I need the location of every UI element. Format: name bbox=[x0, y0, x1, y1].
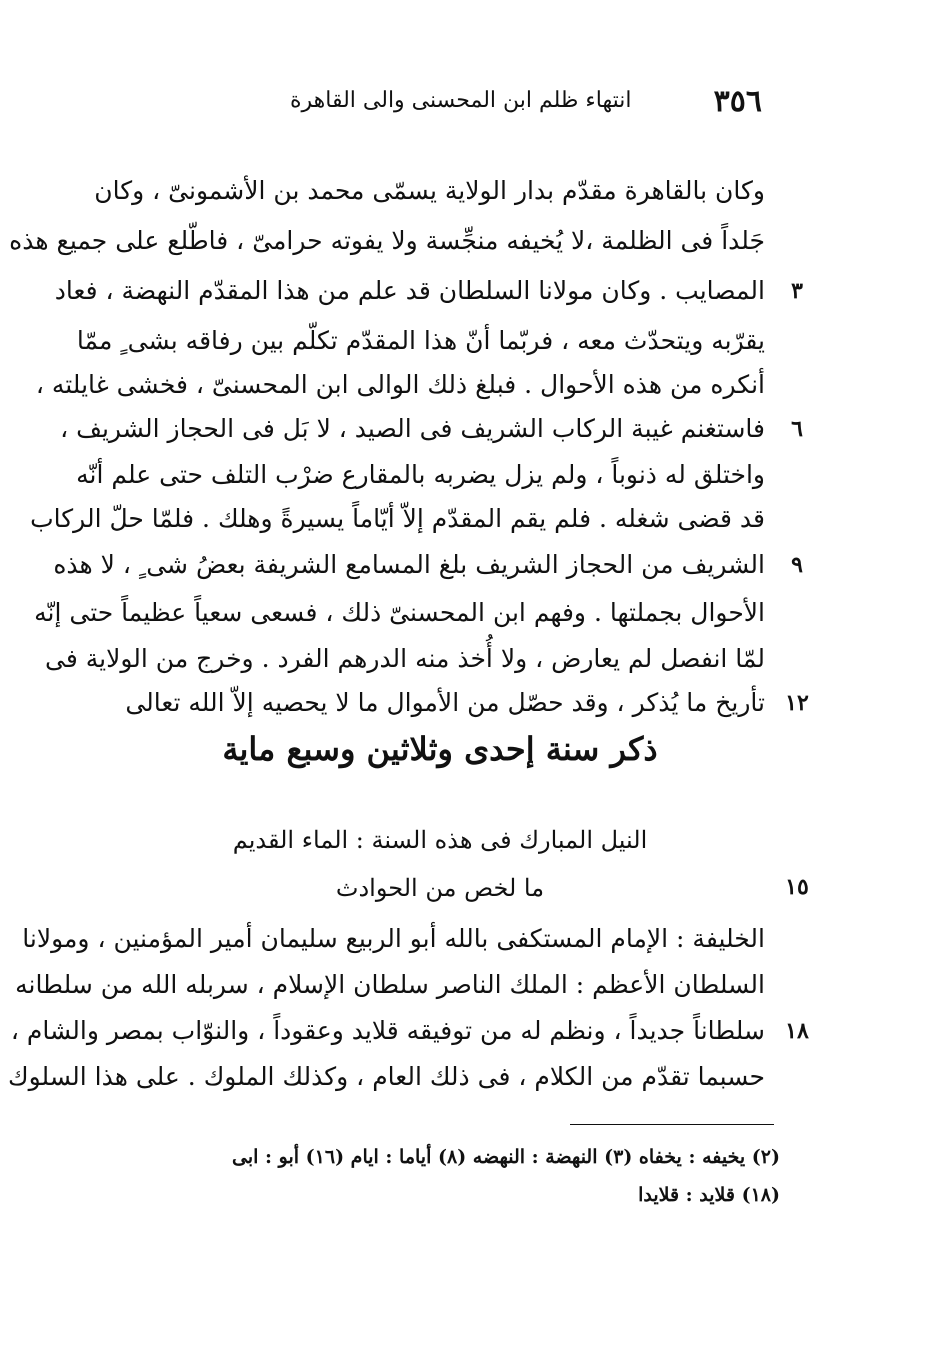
footnote-line: (٢) يخيفه : يخفاه (٣) النهضة : النهضه (٨) أياما : ايام (١٦) أبو : ابى bbox=[232, 1146, 780, 1168]
text-line: الخليفة : الإمام المستكفى بالله أبو الربيع سليمان أمير المؤمنين ، ومولانا bbox=[22, 924, 765, 953]
footnote-rule bbox=[570, 1124, 774, 1125]
text-line: الشريف من الحجاز الشريف بلغ المسامع الشريفة بعضُ شى ٍ ، لا هذه bbox=[53, 550, 765, 579]
text-line: قد قضى شغله . فلم يقم المقدّم إلاّ أيّاماً يسيرةً وهلك . فلمّا حلّ الركاب bbox=[30, 504, 765, 533]
text-line: السلطان الأعظم : الملك الناصر سلطان الإسلام ، سربله الله من سلطانه bbox=[15, 970, 765, 999]
line-number: ١٥ bbox=[785, 874, 809, 900]
line-number: ٩ bbox=[791, 552, 803, 578]
text-line: سلطاناً جديداً ، ونظم له من توفيقه قلايد وعقوداً ، والنوّاب بمصر والشام ، bbox=[10, 1016, 765, 1045]
line-number: ٦ bbox=[791, 416, 803, 442]
section-heading: ذكر سنة إحدى وثلاثين وسبع ماية bbox=[222, 730, 658, 768]
text-line: المصايب . وكان مولانا السلطان قد علم من هذا المقدّم النهضة ، فعاد bbox=[54, 276, 765, 305]
text-line: وكان بالقاهرة مقدّم بدار الولاية يسمّى محمد بن الأشمونىّ ، وكان bbox=[94, 176, 765, 205]
line-number: ١٢ bbox=[785, 690, 809, 716]
text-line: تأريخ ما يُذكر ، وقد حصّل من الأموال ما لا يحصيه إلاّ الله تعالى bbox=[125, 688, 765, 717]
line-number: ١٨ bbox=[785, 1018, 809, 1044]
line-number: ٣ bbox=[791, 278, 803, 304]
text-line: فاستغنم غيبة الركاب الشريف فى الصيد ، لا بَل فى الحجاز الشريف ، bbox=[60, 414, 765, 443]
text-line: حسبما تقدّم من الكلام ، فى ذلك العام ، وكذلك الملوك . على هذا السلوك bbox=[8, 1062, 765, 1091]
page-number: ٣٥٦ bbox=[713, 84, 762, 119]
text-line: واختلق له ذنوباً ، ولم يزل يضربه بالمقارع ضرْب التلف حتى علم أنّه bbox=[76, 460, 765, 489]
text-line: لمّا انفصل لم يعارض ، ولا أُخذ منه الدرهم الفرد . وخرج من الولاية فى bbox=[45, 644, 765, 673]
footnote-line: (١٨) قلايد : قلايدا bbox=[638, 1184, 780, 1206]
text-line: الأحوال بجملتها . وفهم ابن المحسنىّ ذلك ، فسعى سعياً عظيماً حتى إنّه bbox=[34, 598, 765, 627]
events-heading: ما لخص من الحوادث bbox=[335, 874, 545, 902]
text-line: جَلداً فى الظلمة ،لا يُخيفه منجِّسة ولا يفوته حرامىّ ، فاطّلع على جميع هذه bbox=[9, 226, 765, 255]
running-title: انتهاء ظلم ابن المحسنى والى القاهرة bbox=[290, 88, 632, 113]
text-line: يقرّبه ويتحدّث معه ، فربّما أنّ هذا المقدّم تكلّم بين رفاقه بشى ٍ ممّا bbox=[76, 326, 765, 355]
page-header bbox=[0, 80, 945, 120]
text-line: أنكره من هذه الأحوال . فبلغ ذلك الوالى ابن المحسنىّ ، فخشى غايلته ، bbox=[35, 370, 765, 399]
nile-line: النيل المبارك فى هذه السنة : الماء القديم bbox=[232, 826, 648, 854]
